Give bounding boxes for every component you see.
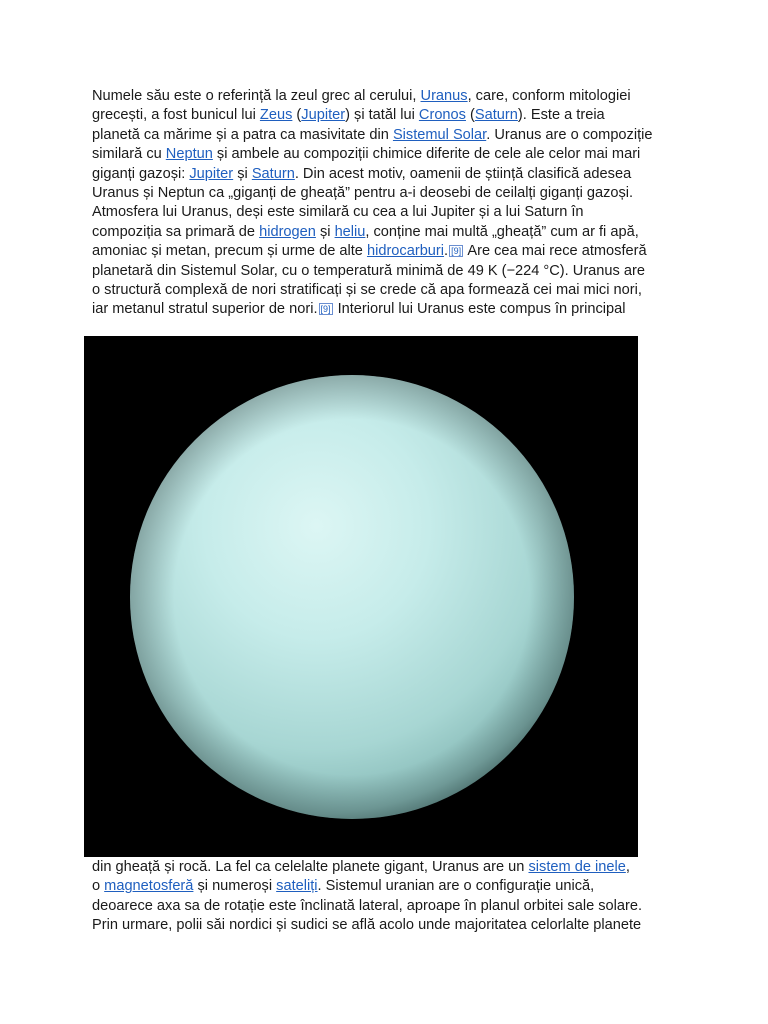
text-segment: ( (465, 107, 475, 124)
text-segment: Are cea mai rece atmosferă (464, 243, 647, 260)
text-segment: o (92, 878, 105, 895)
text-segment: , conține mai multă „gheață” cum ar fi apă, (365, 223, 639, 240)
text-segment: Atmosfera lui Uranus, deși este similară cu cea a lui Jupiter și a lui Saturn în (92, 204, 584, 221)
article-paragraph-top (92, 87, 680, 320)
text-segment: , (625, 859, 630, 875)
text-segment: grecești, a fost bunicul lui (92, 107, 260, 124)
wiki-link[interactable]: sistem de inele (528, 859, 626, 875)
uranus-image (84, 336, 638, 857)
wiki-link[interactable]: Uranus (420, 88, 468, 104)
text-segment: și ambele au compoziții chimice diferite de cele ale celor mai mari (212, 146, 641, 163)
wiki-link[interactable]: Cronos (418, 107, 466, 124)
wiki-link[interactable]: Neptun (165, 146, 213, 163)
reference-link[interactable]: [9] (320, 304, 331, 315)
text-line (92, 203, 680, 222)
text-line (92, 916, 680, 935)
wiki-link[interactable]: hidrogen (259, 223, 316, 240)
text-line (92, 300, 680, 319)
text-line (92, 126, 680, 145)
text-segment: Uranus și Neptun ca „giganți de gheață” pentru a-i deosebi de ceilalți giganți gazoși. (92, 185, 634, 202)
text-segment: iar metanul stratul superior de nori. (92, 301, 318, 318)
text-segment: planetară din Sistemul Solar, cu o temperatură minimă de 49 K (−224 °C). Uranus are (92, 262, 645, 279)
text-segment: similară cu (92, 146, 166, 163)
wiki-link[interactable]: Saturn (474, 107, 518, 124)
text-segment: Numele său este o referință la zeul grec al cerului, (92, 88, 421, 104)
text-segment: planetă ca mărime și a patra ca masivitate din (92, 126, 393, 143)
text-line (92, 184, 680, 203)
text-segment: , care, conform mitologiei (467, 88, 631, 104)
text-line (92, 897, 680, 916)
reference-link[interactable]: [9] (451, 246, 462, 257)
text-segment: ) și tatăl lui (345, 107, 419, 124)
text-line (92, 165, 680, 184)
text-segment: din gheață și rocă. La fel ca celelalte planete gigant, Uranus are un (92, 859, 529, 875)
text-line (92, 281, 680, 300)
text-segment: o structură complexă de nori stratificați și se crede că apa formează cei mai mici nori, (92, 282, 642, 299)
text-line (92, 877, 680, 896)
text-segment: compoziția sa primară de (92, 223, 260, 240)
text-segment: și numeroși (193, 878, 277, 895)
wiki-link[interactable]: magnetosferă (104, 878, 194, 895)
wiki-link[interactable]: heliu (334, 223, 366, 240)
text-segment: Prin urmare, polii săi nordici și sudici se află acolo unde majoritatea celorlalte planete (92, 917, 642, 934)
text-segment: și (315, 223, 335, 240)
text-line (92, 87, 680, 106)
text-segment: și (233, 165, 252, 182)
article-paragraph-bottom (92, 858, 680, 936)
text-segment: giganți gazoși: (92, 165, 190, 182)
text-line (92, 145, 680, 164)
text-line (92, 242, 680, 261)
text-segment: ). Este a treia (517, 107, 605, 124)
wiki-link[interactable]: sateliți (276, 878, 318, 895)
text-segment: ( (292, 107, 302, 124)
wiki-link[interactable]: hidrocarburi (366, 243, 445, 260)
wiki-link[interactable]: Jupiter (301, 107, 346, 124)
text-line (92, 106, 680, 125)
text-segment: . Din acest motiv, oamenii de știință clasifică adesea (294, 165, 632, 182)
wiki-link[interactable]: Saturn (251, 165, 295, 182)
text-segment: amoniac și metan, precum și urme de alte (92, 243, 367, 260)
uranus-planet-icon (84, 336, 638, 857)
wiki-link[interactable]: Sistemul Solar (392, 126, 487, 143)
text-line (92, 262, 680, 281)
text-segment: . Sistemul uranian are o configurație unică, (317, 878, 595, 895)
text-segment: deoarece axa sa de rotație este înclinată lateral, aproape în planul orbitei sale solare. (92, 897, 643, 914)
text-line (92, 858, 680, 877)
text-segment: . (444, 243, 449, 260)
wiki-link[interactable]: Zeus (259, 107, 293, 124)
text-line (92, 223, 680, 242)
wiki-link[interactable]: Jupiter (189, 165, 234, 182)
text-segment: . Uranus are o compoziție (486, 126, 653, 143)
text-segment: Interiorul lui Uranus este compus în principal (333, 301, 626, 318)
